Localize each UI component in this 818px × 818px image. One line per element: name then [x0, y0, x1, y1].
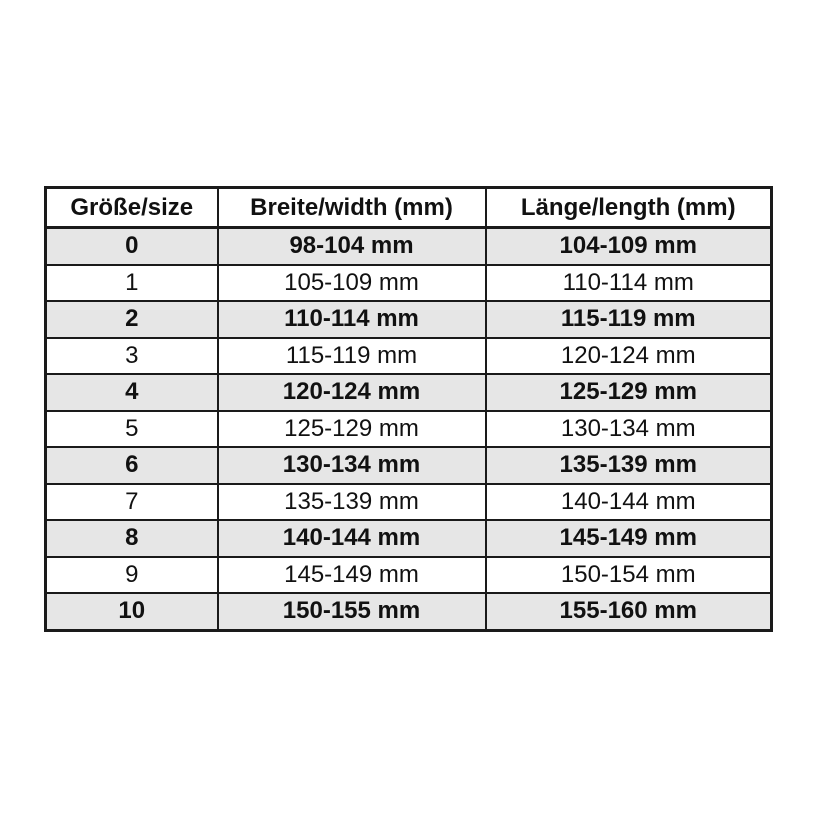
- cell-size: 5: [46, 411, 218, 448]
- cell-size: 3: [46, 338, 218, 375]
- cell-width: 98-104 mm: [218, 228, 486, 265]
- size-chart-table: [44, 186, 773, 632]
- cell-size: 10: [46, 593, 218, 630]
- cell-width: 145-149 mm: [218, 557, 486, 594]
- cell-width: 130-134 mm: [218, 447, 486, 484]
- table-row: [46, 338, 772, 375]
- cell-size: 4: [46, 374, 218, 411]
- cell-length: 140-144 mm: [486, 484, 772, 521]
- cell-length: 145-149 mm: [486, 520, 772, 557]
- cell-width: 125-129 mm: [218, 411, 486, 448]
- cell-length: 155-160 mm: [486, 593, 772, 630]
- cell-width: 140-144 mm: [218, 520, 486, 557]
- table-row: [46, 484, 772, 521]
- cell-width: 115-119 mm: [218, 338, 486, 375]
- cell-length: 115-119 mm: [486, 301, 772, 338]
- table-row: [46, 265, 772, 302]
- cell-length: 110-114 mm: [486, 265, 772, 302]
- table-row: [46, 411, 772, 448]
- cell-size: 8: [46, 520, 218, 557]
- table-body: [46, 228, 772, 631]
- cell-length: 120-124 mm: [486, 338, 772, 375]
- cell-width: 135-139 mm: [218, 484, 486, 521]
- cell-width: 120-124 mm: [218, 374, 486, 411]
- cell-length: 135-139 mm: [486, 447, 772, 484]
- table-row: [46, 301, 772, 338]
- table-row: [46, 228, 772, 265]
- table-row: [46, 593, 772, 630]
- cell-size: 2: [46, 301, 218, 338]
- header-row: [46, 188, 772, 228]
- cell-size: 6: [46, 447, 218, 484]
- cell-size: 9: [46, 557, 218, 594]
- table-row: [46, 520, 772, 557]
- cell-size: 1: [46, 265, 218, 302]
- cell-size: 7: [46, 484, 218, 521]
- cell-size: 0: [46, 228, 218, 265]
- cell-width: 110-114 mm: [218, 301, 486, 338]
- header-width: Breite/width (mm): [218, 188, 486, 228]
- table-header: [46, 188, 772, 228]
- table-row: [46, 374, 772, 411]
- header-length: Länge/length (mm): [486, 188, 772, 228]
- cell-width: 105-109 mm: [218, 265, 486, 302]
- table-row: [46, 447, 772, 484]
- cell-length: 130-134 mm: [486, 411, 772, 448]
- header-size: Größe/size: [46, 188, 218, 228]
- cell-length: 150-154 mm: [486, 557, 772, 594]
- cell-length: 125-129 mm: [486, 374, 772, 411]
- cell-length: 104-109 mm: [486, 228, 772, 265]
- cell-width: 150-155 mm: [218, 593, 486, 630]
- table-row: [46, 557, 772, 594]
